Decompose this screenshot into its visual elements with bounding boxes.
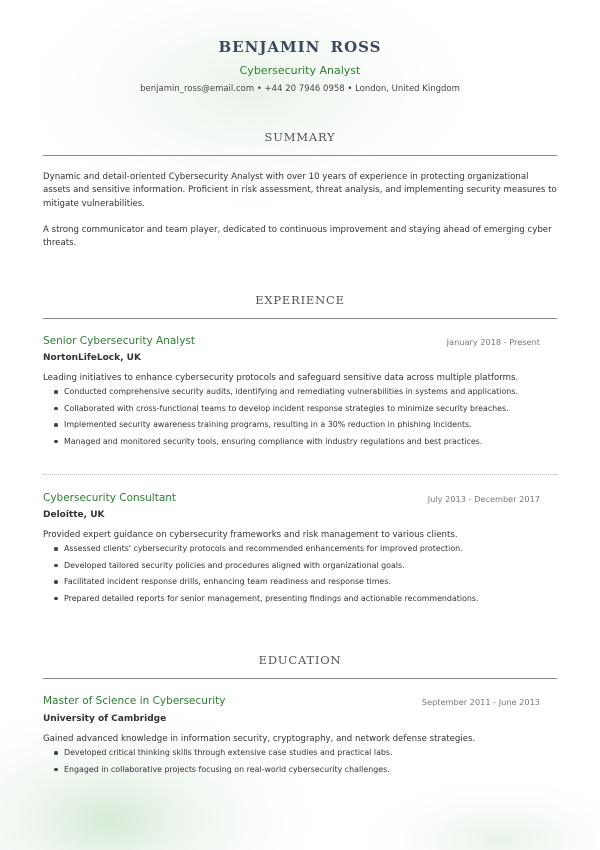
list-item: Implemented security awareness training programs, resulting in a 30% reduction in phishing incidents.	[54, 418, 554, 435]
education-divider	[43, 678, 557, 679]
experience-heading: EXPERIENCE	[255, 293, 345, 307]
job-bullet-list	[54, 542, 554, 608]
job-title: Senior Cybersecurity Analyst	[43, 335, 196, 347]
list-item: Conducted comprehensive security audits, identifying and remediating vulnerabilities in systems and applications.	[54, 385, 554, 402]
list-item: Collaborated with cross-functional teams to develop incident response strategies to minimize security breaches.	[54, 402, 554, 419]
summary-paragraph-2: A strong communicator and team player, dedicated to continuous improvement and staying ahead of emerging cyber threats.	[43, 225, 552, 249]
list-item: Engaged in collaborative projects focusing on real-world cybersecurity challenges.	[54, 763, 554, 780]
list-item: Developed tailored security policies and procedures aligned with organizational goals.	[54, 559, 554, 576]
candidate-name: BENJAMIN ROSS	[218, 38, 382, 56]
experience-divider	[43, 318, 557, 319]
education-dates: September 2011 - June 2013	[421, 697, 540, 707]
list-item: Managed and monitored security tools, ensuring compliance with industry regulations and best practices.	[54, 435, 554, 452]
summary-divider	[43, 155, 557, 156]
job-bullet-list	[54, 385, 554, 451]
degree-title: Master of Science in Cybersecurity	[43, 695, 226, 707]
education-heading: EDUCATION	[258, 653, 342, 667]
contact-line: benjamin_ross@email.com • +44 20 7946 0958 • London, United Kingdom	[140, 84, 460, 94]
list-item: Assessed clients' cybersecurity protocols and recommended enhancements for improved protection.	[54, 542, 554, 559]
summary-paragraph-1: Dynamic and detail-oriented Cybersecurity Analyst with over 10 years of experience in protecting organizational assets and sensitive information. Proficient in risk assessment, threat analysis, and implementing security measures to mitigate vulnerabilities.	[43, 172, 557, 209]
job-dates: January 2018 - Present	[446, 337, 540, 347]
education-description: Gained advanced knowledge in information security, cryptography, and network defense strategies.	[43, 734, 476, 744]
job-separator	[43, 474, 557, 475]
job-title: Cybersecurity Consultant	[43, 492, 177, 504]
list-item: Prepared detailed reports for senior management, presenting findings and actionable recommendations.	[54, 592, 554, 609]
job-company: NortonLifeLock, UK	[43, 353, 141, 363]
school-name: University of Cambridge	[43, 714, 167, 724]
candidate-title: Cybersecurity Analyst	[239, 64, 361, 77]
list-item: Facilitated incident response drills, enhancing team readiness and response times.	[54, 575, 554, 592]
education-bullet-list	[54, 746, 554, 779]
list-item: Developed critical thinking skills through extensive case studies and practical labs.	[54, 746, 554, 763]
job-company: Deloitte, UK	[43, 510, 105, 520]
job-description: Leading initiatives to enhance cybersecurity protocols and safeguard sensitive data across multiple platforms.	[43, 373, 519, 383]
job-description: Provided expert guidance on cybersecurity frameworks and risk management to various clients.	[43, 530, 458, 540]
job-dates: July 2013 - December 2017	[427, 494, 540, 504]
summary-heading: SUMMARY	[264, 130, 336, 144]
